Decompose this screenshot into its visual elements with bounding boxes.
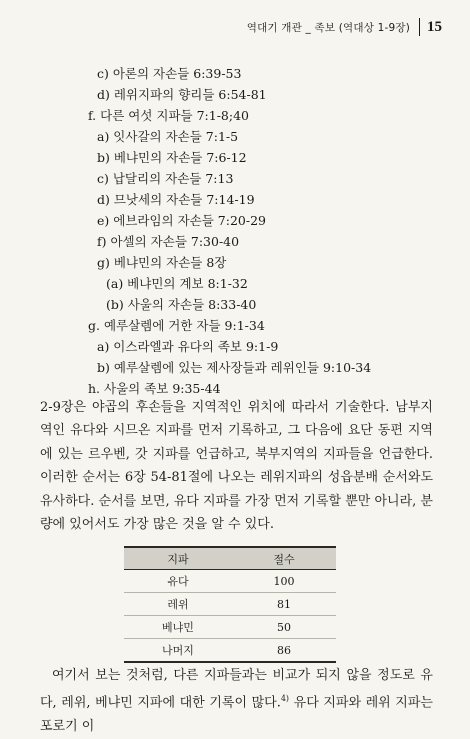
outline-item: c) 납달리의 자손들 7:13: [97, 171, 234, 186]
table-cell: 베냐민: [124, 616, 232, 639]
paragraph-text: 여기서 보는 것처럼, 다른 지파들과는 비교가 되지 않을 정도로 유다, 레위, 베냐민 지파에 대한 기록이 많다.: [40, 668, 433, 711]
tribe-verse-table: [124, 546, 336, 663]
table-cell: 유다: [124, 570, 232, 593]
outline-item: b) 베냐민의 자손들 7:6-12: [97, 150, 247, 165]
outline-item: d) 레위지파의 향리들 6:54-81: [97, 87, 267, 102]
running-header: [247, 18, 442, 36]
page-number: 15: [427, 18, 442, 35]
running-title: 역대기 개관 _ 족보 (역대상 1-9장): [246, 21, 410, 34]
table-cell: 81: [232, 593, 336, 616]
outline-item: b) 예루살렘에 있는 제사장들과 레위인들 9:10-34: [97, 360, 372, 375]
body-paragraph: 2-9장은 야곱의 후손들을 지역적인 위치에 따라서 기술한다. 남부지역인 유다와 시므온 지파를 먼저 기록하고, 그 다음에 요단 동편 지역에 있는 르우벤, 갓 지파를 언급하고, 북부지역의 지파들을 언급한다. 이러한 순서는 6장 54-81절에 나오는 레위지파의 성읍분배 순서와도 유사하다. 순서를 보면, 유다 지파를 가장 먼저 기록할 뿐만 아니라, 분량에 있어서도 가장 많은 것을 알 수 있다.: [40, 400, 433, 533]
outline-item: (b) 사울의 자손들 8:33-40: [106, 297, 257, 312]
table-cell: 레위: [124, 593, 232, 616]
table-row: [124, 570, 336, 593]
header-divider: [419, 18, 420, 36]
outline-item: e) 에브라임의 자손들 7:20-29: [97, 213, 266, 228]
outline-item: d) 므낫세의 자손들 7:14-19: [97, 192, 255, 207]
footnote-marker: 4): [280, 694, 290, 704]
paragraph-text: 유다 지파와 레위 지파는 포로기 이: [40, 695, 433, 735]
outline-item: f) 아셀의 자손들 7:30-40: [97, 234, 240, 249]
outline-item: a) 잇사갈의 자손들 7:1-5: [97, 129, 239, 144]
outline-item: f. 다른 여섯 지파들 7:1-8;40: [88, 108, 249, 123]
outline-item: a) 이스라엘과 유다의 족보 9:1-9: [97, 339, 279, 354]
table-cell: 100: [232, 570, 336, 593]
table-cell: 50: [232, 616, 336, 639]
outline-item: c) 아론의 자손들 6:39-53: [97, 66, 242, 81]
table-cell: 86: [232, 639, 336, 663]
column-header-verses: 절수: [232, 547, 336, 570]
outline-item: h. 사울의 족보 9:35-44: [88, 381, 221, 396]
table-cell: 나머지: [124, 639, 232, 663]
table-header-row: [124, 547, 336, 570]
column-header-tribe: 지파: [124, 547, 232, 570]
table-row: [124, 593, 336, 616]
body-paragraph: [40, 664, 433, 739]
table-row: [124, 616, 336, 639]
outline-item: g. 예루살렘에 거한 자들 9:1-34: [88, 318, 265, 333]
table-row: [124, 639, 336, 663]
outline-item: g) 베냐민의 자손들 8장: [97, 255, 227, 270]
outline-item: (a) 베냐민의 계보 8:1-32: [106, 276, 248, 291]
